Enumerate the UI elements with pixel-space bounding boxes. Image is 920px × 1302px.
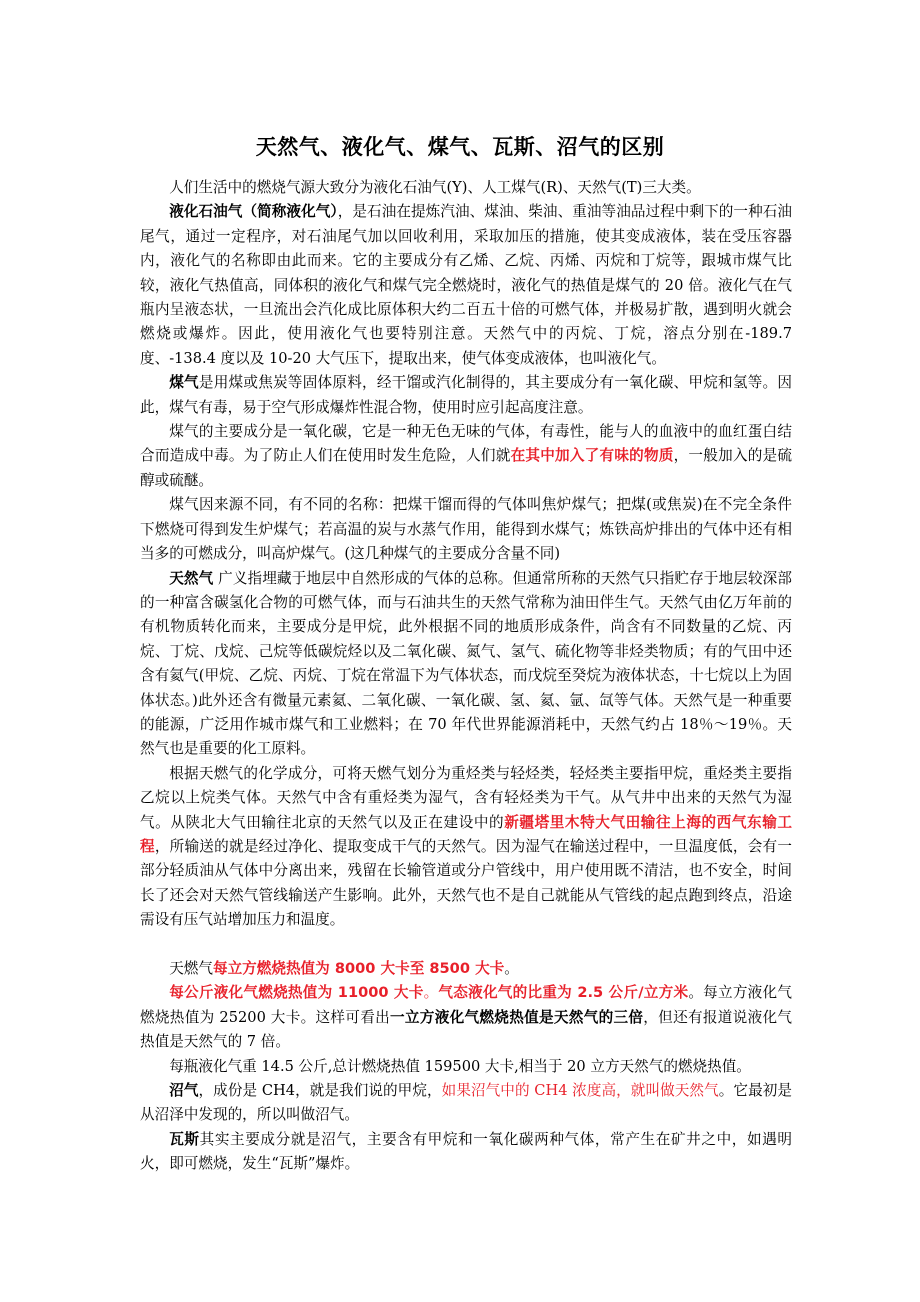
firedamp-text: 其实主要成分就是沼气，主要含有甲烷和一氧化碳两种气体，常产生在矿井之中，如遇明火，即可燃烧，发生“瓦斯”爆炸。 [140, 1130, 792, 1173]
biogas-text-pre: ，成份是 CH4，就是我们说的甲烷， [198, 1082, 442, 1100]
term-lpg: 液化石油气（简称液化气） [169, 203, 338, 221]
term-biogas: 沼气 [169, 1082, 199, 1100]
paragraph-natural-gas-heat [140, 957, 792, 981]
lpg-heat-separator: 。 [423, 984, 439, 1002]
biogas-highlight: 如果沼气中的 CH4 浓度高，就叫做天然气 [441, 1082, 719, 1100]
paragraph-firedamp [140, 1128, 792, 1177]
paragraph-coal-gas [140, 371, 792, 420]
lpg-three-times-bold: 一立方液化气燃烧热值是天然气的三倍 [390, 1008, 644, 1026]
blank-line [140, 933, 792, 957]
paragraph-biogas [140, 1079, 792, 1128]
heat-text-pre: 天燃气 [169, 959, 213, 977]
paragraph-intro: 人们生活中的燃烧气源大致分为液化石油气(Y)、人工煤气(R)、天然气(T)三大类。 [169, 179, 701, 196]
toxicity-text-post: ，一般加入的是硫醇或硫醚。 [140, 447, 792, 489]
classification-text-pre: 根据天燃气的化学成分，可将天燃气划分为重烃类与轻烃类，轻烃类主要指甲烷，重烃类主要指乙烷以上烷类气体。天然气中含有重烃类为湿气，含有轻烃类为干气。从气井中出来的天然气为湿气。从陕北大气田输往北京的天然气以及正在建设中的 [140, 764, 792, 831]
west-east-pipeline-highlight: 新疆塔里木特大气田输往上海的西气东输工程 [140, 813, 792, 855]
paragraph-coal-gas-toxicity [140, 420, 792, 493]
term-natural-gas: 天然气 [169, 569, 214, 587]
term-firedamp: 瓦斯 [169, 1130, 200, 1148]
coal-gas-text: 是用煤或焦炭等固体原料，经干馏或汽化制得的，其主要成分有一氧化碳、甲烷和氢等。因此，煤气有毒，易于空气形成爆炸性混合物，使用时应引起高度注意。 [140, 374, 792, 416]
toxicity-text-pre: 煤气的主要成分是一氧化碳，它是一种无色无味的气体，有毒性，能与人的血液中的血红蛋白结合而造成中毒。为了防止人们在使用时发生危险，人们就 [140, 423, 792, 465]
natural-gas-heat-highlight: 每立方燃烧热值为 8000 大卡至 8500 大卡 [212, 959, 505, 977]
lpg-heat-text-1: 。每立方液化气燃烧热值为 25200 大卡。这样可看出 [140, 984, 792, 1026]
paragraph-natural-gas [140, 567, 792, 762]
document-title: 天然气、液化气、煤气、瓦斯、沼气的区别 [255, 135, 665, 159]
biogas-text-post: 。它最初是从沼泽中发现的，所以叫做沼气。 [140, 1082, 792, 1124]
document-body [140, 176, 792, 1177]
paragraph-coal-gas-types: 煤气因来源不同，有不同的名称：把煤干馏而得的气体叫焦炉煤气；把煤(或焦炭)在不完全条件下燃烧可得到发生炉煤气；若高温的炭与水蒸气作用，能得到水煤气；炼铁高炉排出的气体中还有相当多的可燃成分，叫高炉煤气。(这几种煤气的主要成分含量不同) [140, 496, 792, 563]
classification-text-post: ，所输送的就是经过净化、提取变成干气的天然气。因为湿气在输送过程中，一旦温度低，会有一部分轻质油从气体中分离出来，残留在长输管道或分户管线中，用户使用既不清洁，也不安全，时间长了还会对天然气管线输送产生影响。此外，天然气也不是自己就能从气管线的起点跑到终点，沿途需设有压气站增加压力和温度。 [140, 837, 792, 929]
paragraph-gas-classification [140, 762, 792, 933]
lpg-heat-text-2: ，但还有报道说液化气热值是天然气的 7 倍。 [140, 1008, 792, 1051]
lpg-text: ，是石油在提炼汽油、煤油、柴油、重油等油品过程中剩下的一种石油尾气，通过一定程序，对石油尾气加以回收利用，采取加压的措施，使其变成液体，装在受压容器内，液化气的名称即由此而来。它的主要成分有乙烯、乙烷、丙烯、丙烷和丁烷等，跟城市煤气比较，液化气热值高，同体积的液化气和煤气完全燃烧时，液化气的热值是煤气的 20 倍。液化气在气瓶内呈液态状，一旦流出会汽化成比原体积大约二百五十倍的可燃气体，并极易扩散，遇到明火就会燃烧或爆炸。因此，使用液化气也要特别注意。天然气中的丙烷、丁烷，溶点分别在-189.7 度、-138.4 度以及 10-20 大气压下，提取出来，使气体变成液体，也叫液化气。 [140, 203, 792, 367]
paragraph-lpg [140, 200, 792, 371]
paragraph-cylinder: 每瓶液化气重 14.5 公斤,总计燃烧热值 159500 大卡,相当于 20 立方天然气的燃烧热值。 [169, 1057, 751, 1075]
lpg-density-highlight: 气态液化气的比重为 2.5 公斤/立方米 [438, 984, 689, 1002]
term-coal-gas: 煤气 [169, 374, 199, 392]
natural-gas-text: 广义指埋藏于地层中自然形成的气体的总称。但通常所称的天然气只指贮存于地层较深部的一种富含碳氢化合物的可燃气体，而与石油共生的天然气常称为油田伴生气。天然气由亿万年前的有机物质转化而来，主要成分是甲烷，此外根据不同的地质形成条件，尚含有不同数量的乙烷、丙烷、丁烷、戊烷、己烷等低碳烷烃以及二氧化碳、氮气、氢气、硫化物等非烃类物质；有的气田中还含有氦气(甲烷、乙烷、丙烷、丁烷在常温下为气体状态，而戊烷至癸烷为液体状态，十七烷以上为固体状态。)此外还含有微量元素氦、二氧化碳、一氧化碳、氢、氦、氩、氙等气体。天然气是一种重要的能源，广泛用作城市煤气和工业燃料；在 70 年代世界能源消耗中，天然气约占 18％～19％。天然气也是重要的化工原料。 [140, 569, 792, 758]
lpg-heat-highlight: 每公斤液化气燃烧热值为 11000 大卡 [169, 984, 424, 1002]
heat-text-post: 。 [504, 959, 519, 977]
paragraph-lpg-heat [140, 981, 792, 1054]
odorant-highlight: 在其中加入了有味的物质 [510, 447, 674, 465]
